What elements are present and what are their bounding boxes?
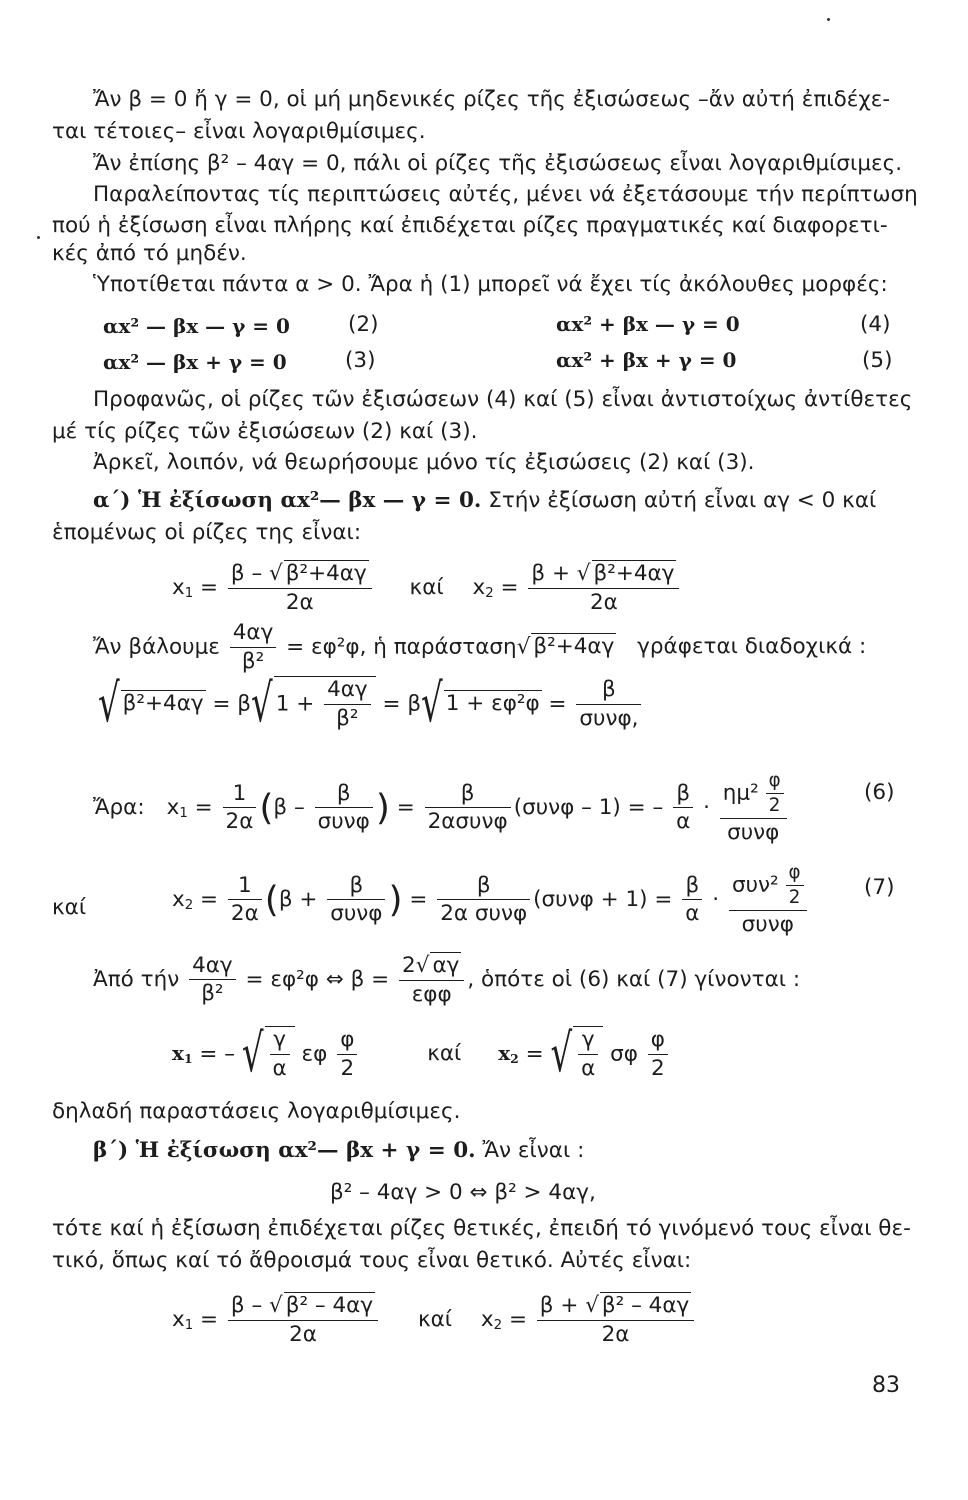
- speck-mark: [827, 18, 830, 21]
- line-7: Ὑποτίθεται πάντα α > 0. Ἄρα ἡ (1) μπορεῖ νά ἔχει τίς ἀκόλουθες μορφές:: [93, 272, 888, 297]
- equation-3: αx² — βx + γ = 0: [103, 350, 287, 374]
- formula-from-line: Ἀπό τήν $\frac{4\alpha\gamma}{\text{β²}}$ = εφ²φ ⇔ β = $\frac{2√ \alpha\gamma}{\text{εφφ}}$ , ὁπότε οἱ (6) καί (7) γίνονται :: [93, 952, 801, 1007]
- line-12: δηλαδή παραστάσεις λογαριθμίσιμες.: [52, 1099, 461, 1124]
- case-b-condition: β² – 4αγ > 0 ⇔ β² > 4αγ,: [330, 1180, 596, 1205]
- equation-label-4: (4): [860, 312, 891, 337]
- kai-word: καί: [409, 574, 444, 600]
- formula-final-roots-a: $x_1$ = – √ $\frac{\gamma}{\alpha}$ εφ $\frac{\varphi}{2}$ καί $x_2$ = √ $\frac{\gamma}{\alpha}$ σφ $\frac{\varphi}{2}$: [172, 1026, 671, 1082]
- formula-x1-block: Ἄρα: $x_1$ = $\frac{1}{2\alpha}$ (β – $\frac{\beta}{\text{συνφ}}$ ) = $\frac{\beta}{\text{2ασυνφ}}$ (συνφ – 1) = – $\frac{\beta}{\alpha}$ · ημ² $\frac{\varphi}{2}$ συνφ: [93, 770, 790, 846]
- formula-x2-block: $x_2$ = $\frac{1}{2\alpha}$ (β + $\frac{\beta}{\text{συνφ}}$ ) = $\frac{\beta}{\text{2α συνφ}}$ (συνφ + 1) = $\frac{\beta}{\alpha}$ · συν² $\frac{\varphi}{2}$ συνφ: [172, 862, 810, 938]
- line-4: Παραλείποντας τίς περιπτώσεις αὐτές, μένει νά ἐξετάσουμε τήν περίπτωση: [93, 182, 918, 207]
- line-2: ται τέτοιες– εἶναι λογαριθμίσιμες.: [52, 119, 426, 144]
- line-1: Ἄν β = 0 ἤ γ = 0, οἱ μή μηδενικές ρίζες τῆς ἐξισώσεως –ἄν αὐτή ἐπιδέχε-: [93, 87, 891, 112]
- equation-label-3: (3): [345, 348, 376, 373]
- case-a-line: [93, 488, 876, 514]
- substitution-line: Ἄν βάλουμε $\frac{4\alpha\gamma}{\text{β²}}$ = εφ²φ, ἡ παράσταση√ β²+4αγ γράφεται διαδοχικά :: [93, 620, 867, 674]
- line-14: τικό, ὅπως καί τό ἄθροισμά τους εἶναι θετικό. Αὐτές εἶναι:: [52, 1248, 692, 1273]
- line-3: Ἄν ἐπίσης β² – 4αγ = 0, πάλι οἱ ρίζες τῆς ἐξισώσεως εἶναι λογαριθμίσιμες.: [93, 151, 903, 176]
- line-9: μέ τίς ρίζες τῶν ἐξισώσεων (2) καί (3).: [52, 419, 478, 444]
- case-b-text: Ἄν εἶναι :: [482, 1138, 585, 1163]
- line-10: Ἀρκεῖ, λοιπόν, νά θεωρήσουμε μόνο τίς ἐξισώσεις (2) καί (3).: [93, 450, 755, 475]
- line-13: τότε καί ἡ ἐξίσωση ἐπιδέχεται ρίζες θετικές, ἐπειδή τό γινόμενό τους εἶναι θε-: [52, 1216, 911, 1241]
- line-8: Προφανῶς, οἱ ρίζες τῶν ἐξισώσεων (4) καί (5) εἶναι ἀντιστοίχως ἀντίθετες: [93, 387, 913, 412]
- equation-label-7: (7): [864, 875, 895, 900]
- formula-radical-chain: √ β²+4αγ = β√ 1 + $\frac{4\alpha\gamma}{\text{β²}}$ = β√ 1 + εφ²φ = $\frac{\beta}{\text{συνφ,}}$: [98, 676, 644, 732]
- formula-roots-a: $x_1$ = $\frac{\text{β – √ β²+4αγ}}{2\alpha}$ καί $x_2$ = $\frac{\text{β + √ β²+4αγ}}{2\alpha}$: [172, 560, 682, 616]
- equation-label-5: (5): [862, 348, 893, 373]
- page-number: 83: [872, 1373, 900, 1398]
- case-a-header: α΄) Ἡ ἐξίσωση αx²— βx — γ = 0.: [93, 488, 482, 513]
- bullet-mark: [37, 236, 40, 239]
- equation-label-6: (6): [864, 780, 895, 805]
- case-b-header: β΄) Ἡ ἐξίσωση αx²— βx + γ = 0.: [93, 1138, 476, 1163]
- line-11: ἑπομένως οἱ ρίζες της εἶναι:: [52, 520, 362, 545]
- line-6: κές ἀπό τό μηδέν.: [52, 241, 247, 266]
- equation-label-2: (2): [348, 312, 379, 337]
- line-5: πού ἡ ἐξίσωση εἶναι πλήρης καί ἐπιδέχεται ρίζες πραγματικές καί διαφορετι-: [52, 213, 888, 238]
- formula-roots-b: $x_1$ = $\frac{\text{β – √ β² – 4αγ}}{2\alpha}$ καί $x_2$ = $\frac{\text{β + √ β² – 4αγ}}{2\alpha}$: [172, 1292, 697, 1348]
- kai-x2-word: καί: [52, 895, 87, 920]
- case-a-text: Στήν ἐξίσωση αὐτή εἶναι αγ < 0 καί: [488, 488, 877, 513]
- equation-2: αx² — βx — γ = 0: [103, 314, 290, 338]
- case-b-line: [93, 1138, 584, 1164]
- equation-5: αx² + βx + γ = 0: [556, 348, 737, 372]
- equation-4: αx² + βx — γ = 0: [556, 312, 740, 336]
